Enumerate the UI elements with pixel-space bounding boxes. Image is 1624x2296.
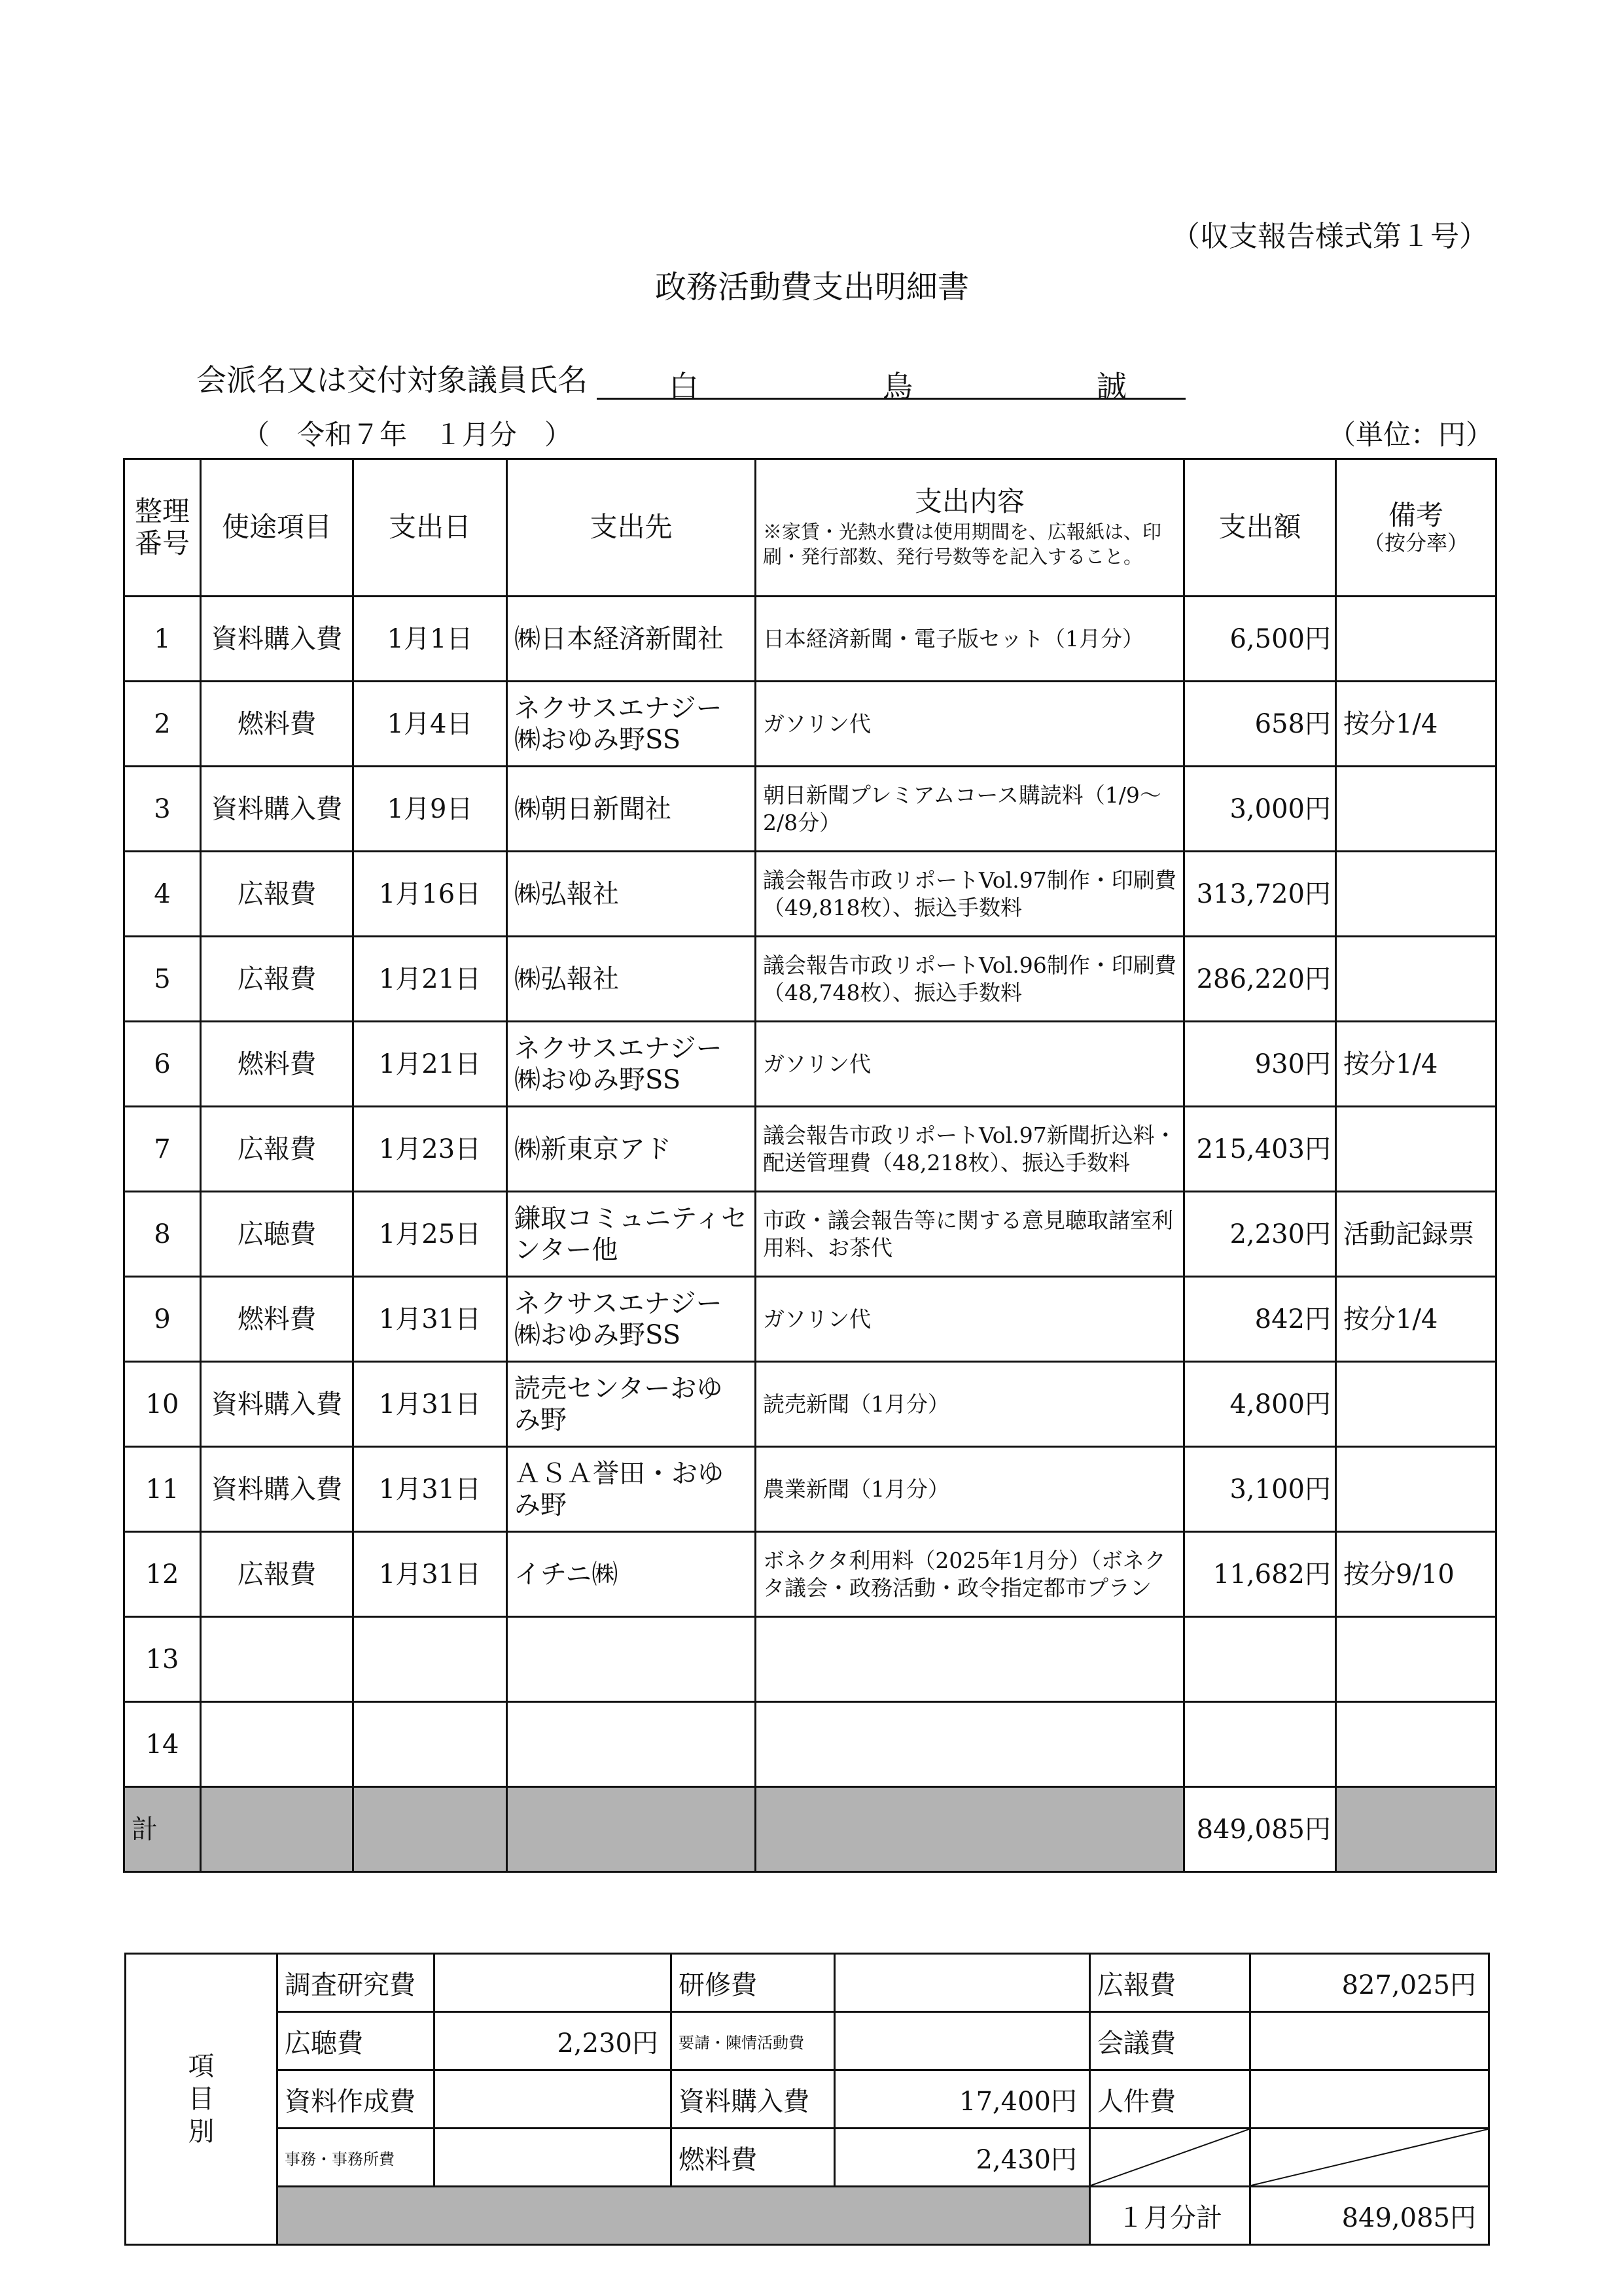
pr-value: 827,025円 (1250, 1954, 1489, 2012)
row-remarks (1336, 767, 1496, 852)
row-amount: 2,230円 (1184, 1192, 1336, 1277)
month-total-label: １月分計 (1090, 2187, 1250, 2245)
total-blank (1336, 1787, 1496, 1872)
total-blank (756, 1787, 1184, 1872)
row-no: 3 (124, 767, 201, 852)
row-amount: 658円 (1184, 682, 1336, 767)
row-amount: 313,720円 (1184, 852, 1336, 937)
row-date: 1月9日 (353, 767, 507, 852)
row-amount: 842円 (1184, 1277, 1336, 1362)
row-no: 14 (124, 1702, 201, 1787)
row-item: 広報費 (201, 1107, 353, 1192)
row-item: 広報費 (201, 852, 353, 937)
table-row (124, 1192, 1496, 1277)
office-label: 事務・事務所費 (277, 2129, 434, 2187)
diagonal-cell (1250, 2129, 1489, 2187)
header-date: 支出日 (353, 459, 507, 597)
row-remarks: 活動記録票 (1336, 1192, 1496, 1277)
period: （ 令和７年 １月分 ） (242, 419, 573, 451)
office-value (434, 2129, 671, 2187)
row-item: 資料購入費 (201, 1447, 353, 1532)
row-no: 11 (124, 1447, 201, 1532)
row-no: 12 (124, 1532, 201, 1617)
row-item (201, 1617, 353, 1702)
header-remarks-label: 備考 (1388, 498, 1443, 531)
table-row (124, 1022, 1496, 1107)
training-label: 研修費 (671, 1954, 835, 2012)
row-payee: ㈱弘報社 (507, 937, 756, 1022)
row-date: 1月31日 (353, 1277, 507, 1362)
header-content-label: 支出内容 (914, 485, 1025, 517)
row-content: ガソリン代 (756, 1277, 1184, 1362)
side-char-1: 項 (188, 2051, 215, 2081)
row-date: 1月1日 (353, 597, 507, 682)
row-remarks: 按分9/10 (1336, 1532, 1496, 1617)
row-remarks (1336, 1617, 1496, 1702)
row-payee: ＡＳＡ誉田・おゆみ野 (507, 1447, 756, 1532)
unit-label: （単位：円） (1328, 419, 1494, 451)
row-payee: ㈱弘報社 (507, 852, 756, 937)
purchase-value: 17,400円 (835, 2070, 1090, 2129)
name-row (196, 357, 1186, 404)
row-content: 日本経済新聞・電子版セット（1月分） (756, 597, 1184, 682)
petition-value (835, 2012, 1090, 2070)
fuel-label: 燃料費 (671, 2129, 835, 2187)
row-date: 1月31日 (353, 1362, 507, 1447)
table-row (124, 1702, 1496, 1787)
petition-label: 要請・陳情活動費 (671, 2012, 835, 2070)
table-row (124, 1277, 1496, 1362)
row-payee: ネクサスエナジー㈱おゆみ野SS (507, 682, 756, 767)
row-date: 1月31日 (353, 1532, 507, 1617)
row-no: 6 (124, 1022, 201, 1107)
row-payee: ネクサスエナジー㈱おゆみ野SS (507, 1277, 756, 1362)
diagonal-line (1091, 2129, 1249, 2185)
row-amount: 930円 (1184, 1022, 1336, 1107)
row-item: 燃料費 (201, 1277, 353, 1362)
row-date: 1月21日 (353, 937, 507, 1022)
table-row (124, 682, 1496, 767)
table-row (124, 1447, 1496, 1532)
row-content: 市政・議会報告等に関する意見聴取諸室利用料、お茶代 (756, 1192, 1184, 1277)
pr-label: 広報費 (1090, 1954, 1250, 2012)
name-char-2: 鳥 (883, 369, 913, 404)
total-amount: 849,085円 (1184, 1787, 1336, 1872)
row-date: 1月16日 (353, 852, 507, 937)
row-date (353, 1702, 507, 1787)
summary-side-label (126, 1954, 277, 2245)
row-amount: 4,800円 (1184, 1362, 1336, 1447)
row-item: 広聴費 (201, 1192, 353, 1277)
table-row (124, 767, 1496, 852)
row-amount: 215,403円 (1184, 1107, 1336, 1192)
row-item (201, 1702, 353, 1787)
row-date (353, 1617, 507, 1702)
table-row (124, 1532, 1496, 1617)
row-content: ガソリン代 (756, 682, 1184, 767)
diagonal-line (1251, 2129, 1488, 2185)
row-item: 資料購入費 (201, 767, 353, 852)
hearing-label: 広聴費 (277, 2012, 434, 2070)
row-remarks: 按分1/4 (1336, 1277, 1496, 1362)
row-payee: ㈱朝日新聞社 (507, 767, 756, 852)
row-no: 2 (124, 682, 201, 767)
row-payee: イチニ㈱ (507, 1532, 756, 1617)
row-payee: 鎌取コミュニティセンター他 (507, 1192, 756, 1277)
row-no: 8 (124, 1192, 201, 1277)
total-row (124, 1787, 1496, 1872)
row-date: 1月31日 (353, 1447, 507, 1532)
personnel-value (1250, 2070, 1489, 2129)
row-remarks: 按分1/4 (1336, 1022, 1496, 1107)
research-value (434, 1954, 671, 2012)
docmaking-value (434, 2070, 671, 2129)
row-date: 1月21日 (353, 1022, 507, 1107)
expense-rows (124, 597, 1496, 1787)
meeting-value (1250, 2012, 1489, 2070)
row-item: 資料購入費 (201, 597, 353, 682)
name-field (597, 363, 1186, 404)
row-date: 1月25日 (353, 1192, 507, 1277)
row-remarks (1336, 1362, 1496, 1447)
row-amount: 6,500円 (1184, 597, 1336, 682)
row-payee (507, 1617, 756, 1702)
row-content (756, 1702, 1184, 1787)
summary-table (124, 1953, 1490, 2246)
total-label: 計 (124, 1787, 201, 1872)
row-amount: 11,682円 (1184, 1532, 1336, 1617)
row-content: 議会報告市政リポートVol.97制作・印刷費（49,818枚）、振込手数料 (756, 852, 1184, 937)
header-content (756, 459, 1184, 597)
training-value (835, 1954, 1090, 2012)
row-amount (1184, 1617, 1336, 1702)
meeting-label: 会議費 (1090, 2012, 1250, 2070)
row-remarks: 按分1/4 (1336, 682, 1496, 767)
row-content: 読売新聞（1月分） (756, 1362, 1184, 1447)
total-blank (507, 1787, 756, 1872)
row-remarks (1336, 937, 1496, 1022)
row-item: 燃料費 (201, 1022, 353, 1107)
purchase-label: 資料購入費 (671, 2070, 835, 2129)
row-item: 燃料費 (201, 682, 353, 767)
row-remarks (1336, 1447, 1496, 1532)
table-row (124, 1617, 1496, 1702)
name-char-3: 誠 (1097, 369, 1127, 404)
side-char-3: 別 (188, 2117, 215, 2147)
summary-gray-area (277, 2187, 1090, 2245)
row-content: ボネクタ利用料（2025年1月分）（ボネクタ議会・政務活動・政令指定都市プラン (756, 1532, 1184, 1617)
total-blank (353, 1787, 507, 1872)
diagonal-cell (1090, 2129, 1250, 2187)
row-content: 議会報告市政リポートVol.97新聞折込料・配送管理費（48,218枚）、振込手数料 (756, 1107, 1184, 1192)
header-item: 使途項目 (201, 459, 353, 597)
row-content: 農業新聞（1月分） (756, 1447, 1184, 1532)
name-label: 会派名又は交付対象議員氏名 (196, 362, 588, 398)
table-row (124, 597, 1496, 682)
row-content (756, 1617, 1184, 1702)
row-remarks (1336, 1702, 1496, 1787)
header-remarks (1336, 459, 1496, 597)
month-total-value: 849,085円 (1250, 2187, 1489, 2245)
row-content: ガソリン代 (756, 1022, 1184, 1107)
row-no: 4 (124, 852, 201, 937)
row-content: 朝日新聞プレミアムコース購読料（1/9～2/8分） (756, 767, 1184, 852)
row-payee: ㈱日本経済新聞社 (507, 597, 756, 682)
row-no: 5 (124, 937, 201, 1022)
row-item: 広報費 (201, 1532, 353, 1617)
fuel-value: 2,430円 (835, 2129, 1090, 2187)
row-date: 1月23日 (353, 1107, 507, 1192)
research-label: 調査研究費 (277, 1954, 434, 2012)
row-content: 議会報告市政リポートVol.96制作・印刷費（48,748枚）、振込手数料 (756, 937, 1184, 1022)
table-row (124, 852, 1496, 937)
row-item: 資料購入費 (201, 1362, 353, 1447)
personnel-label: 人件費 (1090, 2070, 1250, 2129)
row-amount: 286,220円 (1184, 937, 1336, 1022)
row-payee (507, 1702, 756, 1787)
row-remarks (1336, 852, 1496, 937)
row-remarks (1336, 1107, 1496, 1192)
form-number: （収支報告様式第１号） (1171, 220, 1488, 253)
name-char-1: 白 (669, 369, 699, 404)
row-item: 広報費 (201, 937, 353, 1022)
row-amount: 3,000円 (1184, 767, 1336, 852)
document-title: 政務活動費支出明細書 (654, 269, 969, 305)
table-row (124, 1362, 1496, 1447)
header-remarks-sub: （按分率） (1363, 531, 1468, 556)
table-row (124, 937, 1496, 1022)
header-content-note: ※家賃・光熱水費は使用期間を、広報紙は、印刷・発行部数、発行号数等を記入すること。 (763, 520, 1162, 568)
row-remarks (1336, 597, 1496, 682)
row-payee: 読売センターおゆみ野 (507, 1362, 756, 1447)
total-blank (201, 1787, 353, 1872)
row-no: 1 (124, 597, 201, 682)
hearing-value: 2,230円 (434, 2012, 671, 2070)
docmaking-label: 資料作成費 (277, 2070, 434, 2129)
header-no: 整理番号 (124, 459, 201, 597)
side-char-2: 目 (188, 2084, 215, 2114)
table-row (124, 1107, 1496, 1192)
expense-table (123, 458, 1497, 1873)
row-amount (1184, 1702, 1336, 1787)
row-amount: 3,100円 (1184, 1447, 1336, 1532)
row-no: 9 (124, 1277, 201, 1362)
row-payee: ネクサスエナジー㈱おゆみ野SS (507, 1022, 756, 1107)
row-date: 1月4日 (353, 682, 507, 767)
header-amount: 支出額 (1184, 459, 1336, 597)
row-no: 7 (124, 1107, 201, 1192)
row-no: 13 (124, 1617, 201, 1702)
row-no: 10 (124, 1362, 201, 1447)
header-payee: 支出先 (507, 459, 756, 597)
row-payee: ㈱新東京アド (507, 1107, 756, 1192)
